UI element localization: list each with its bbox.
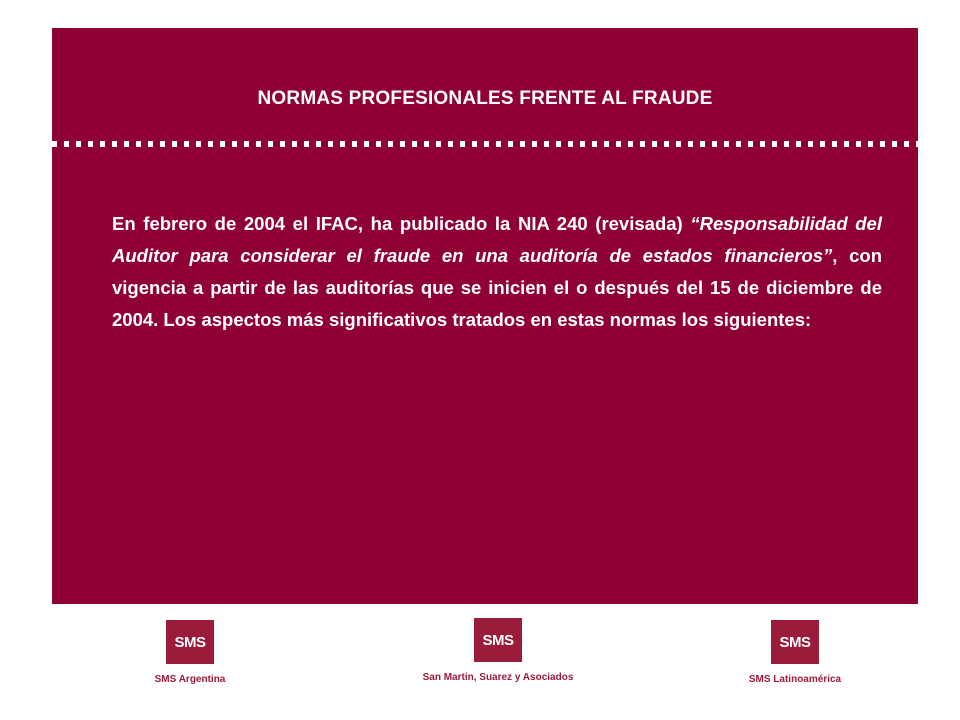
sms-logo-mark: SMS xyxy=(771,620,819,664)
paragraph-text-2: , con vigencia a partir de las auditorías que se inicien el o después del 15 de diciembre de 2004. Los aspectos más significativos tratados en estas normas los siguientes: xyxy=(112,245,882,330)
logo-sms-argentina xyxy=(150,620,230,685)
slide-title: NORMAS PROFESIONALES FRENTE AL FRAUDE xyxy=(257,88,713,109)
logo-sms-latinoamerica xyxy=(735,620,855,685)
paragraph-text-1: En febrero de 2004 el IFAC, ha publicado la NIA 240 (revisada) xyxy=(112,213,691,234)
logo-san-martin-suarez xyxy=(408,618,588,683)
sms-logo-mark: SMS xyxy=(474,618,522,662)
body-paragraph xyxy=(112,208,882,336)
sms-logo-mark: SMS xyxy=(166,620,214,664)
logo-caption: San Martin, Suarez y Asociados xyxy=(422,672,574,683)
logo-caption: SMS Latinoamérica xyxy=(748,674,842,685)
logo-caption: SMS Argentina xyxy=(154,674,226,685)
dotted-divider xyxy=(52,141,918,147)
content-panel xyxy=(52,28,918,604)
paragraph-italic-title: “Responsabilidad del Auditor para considerar el fraude en una auditoría de estados financieros” xyxy=(112,213,882,266)
